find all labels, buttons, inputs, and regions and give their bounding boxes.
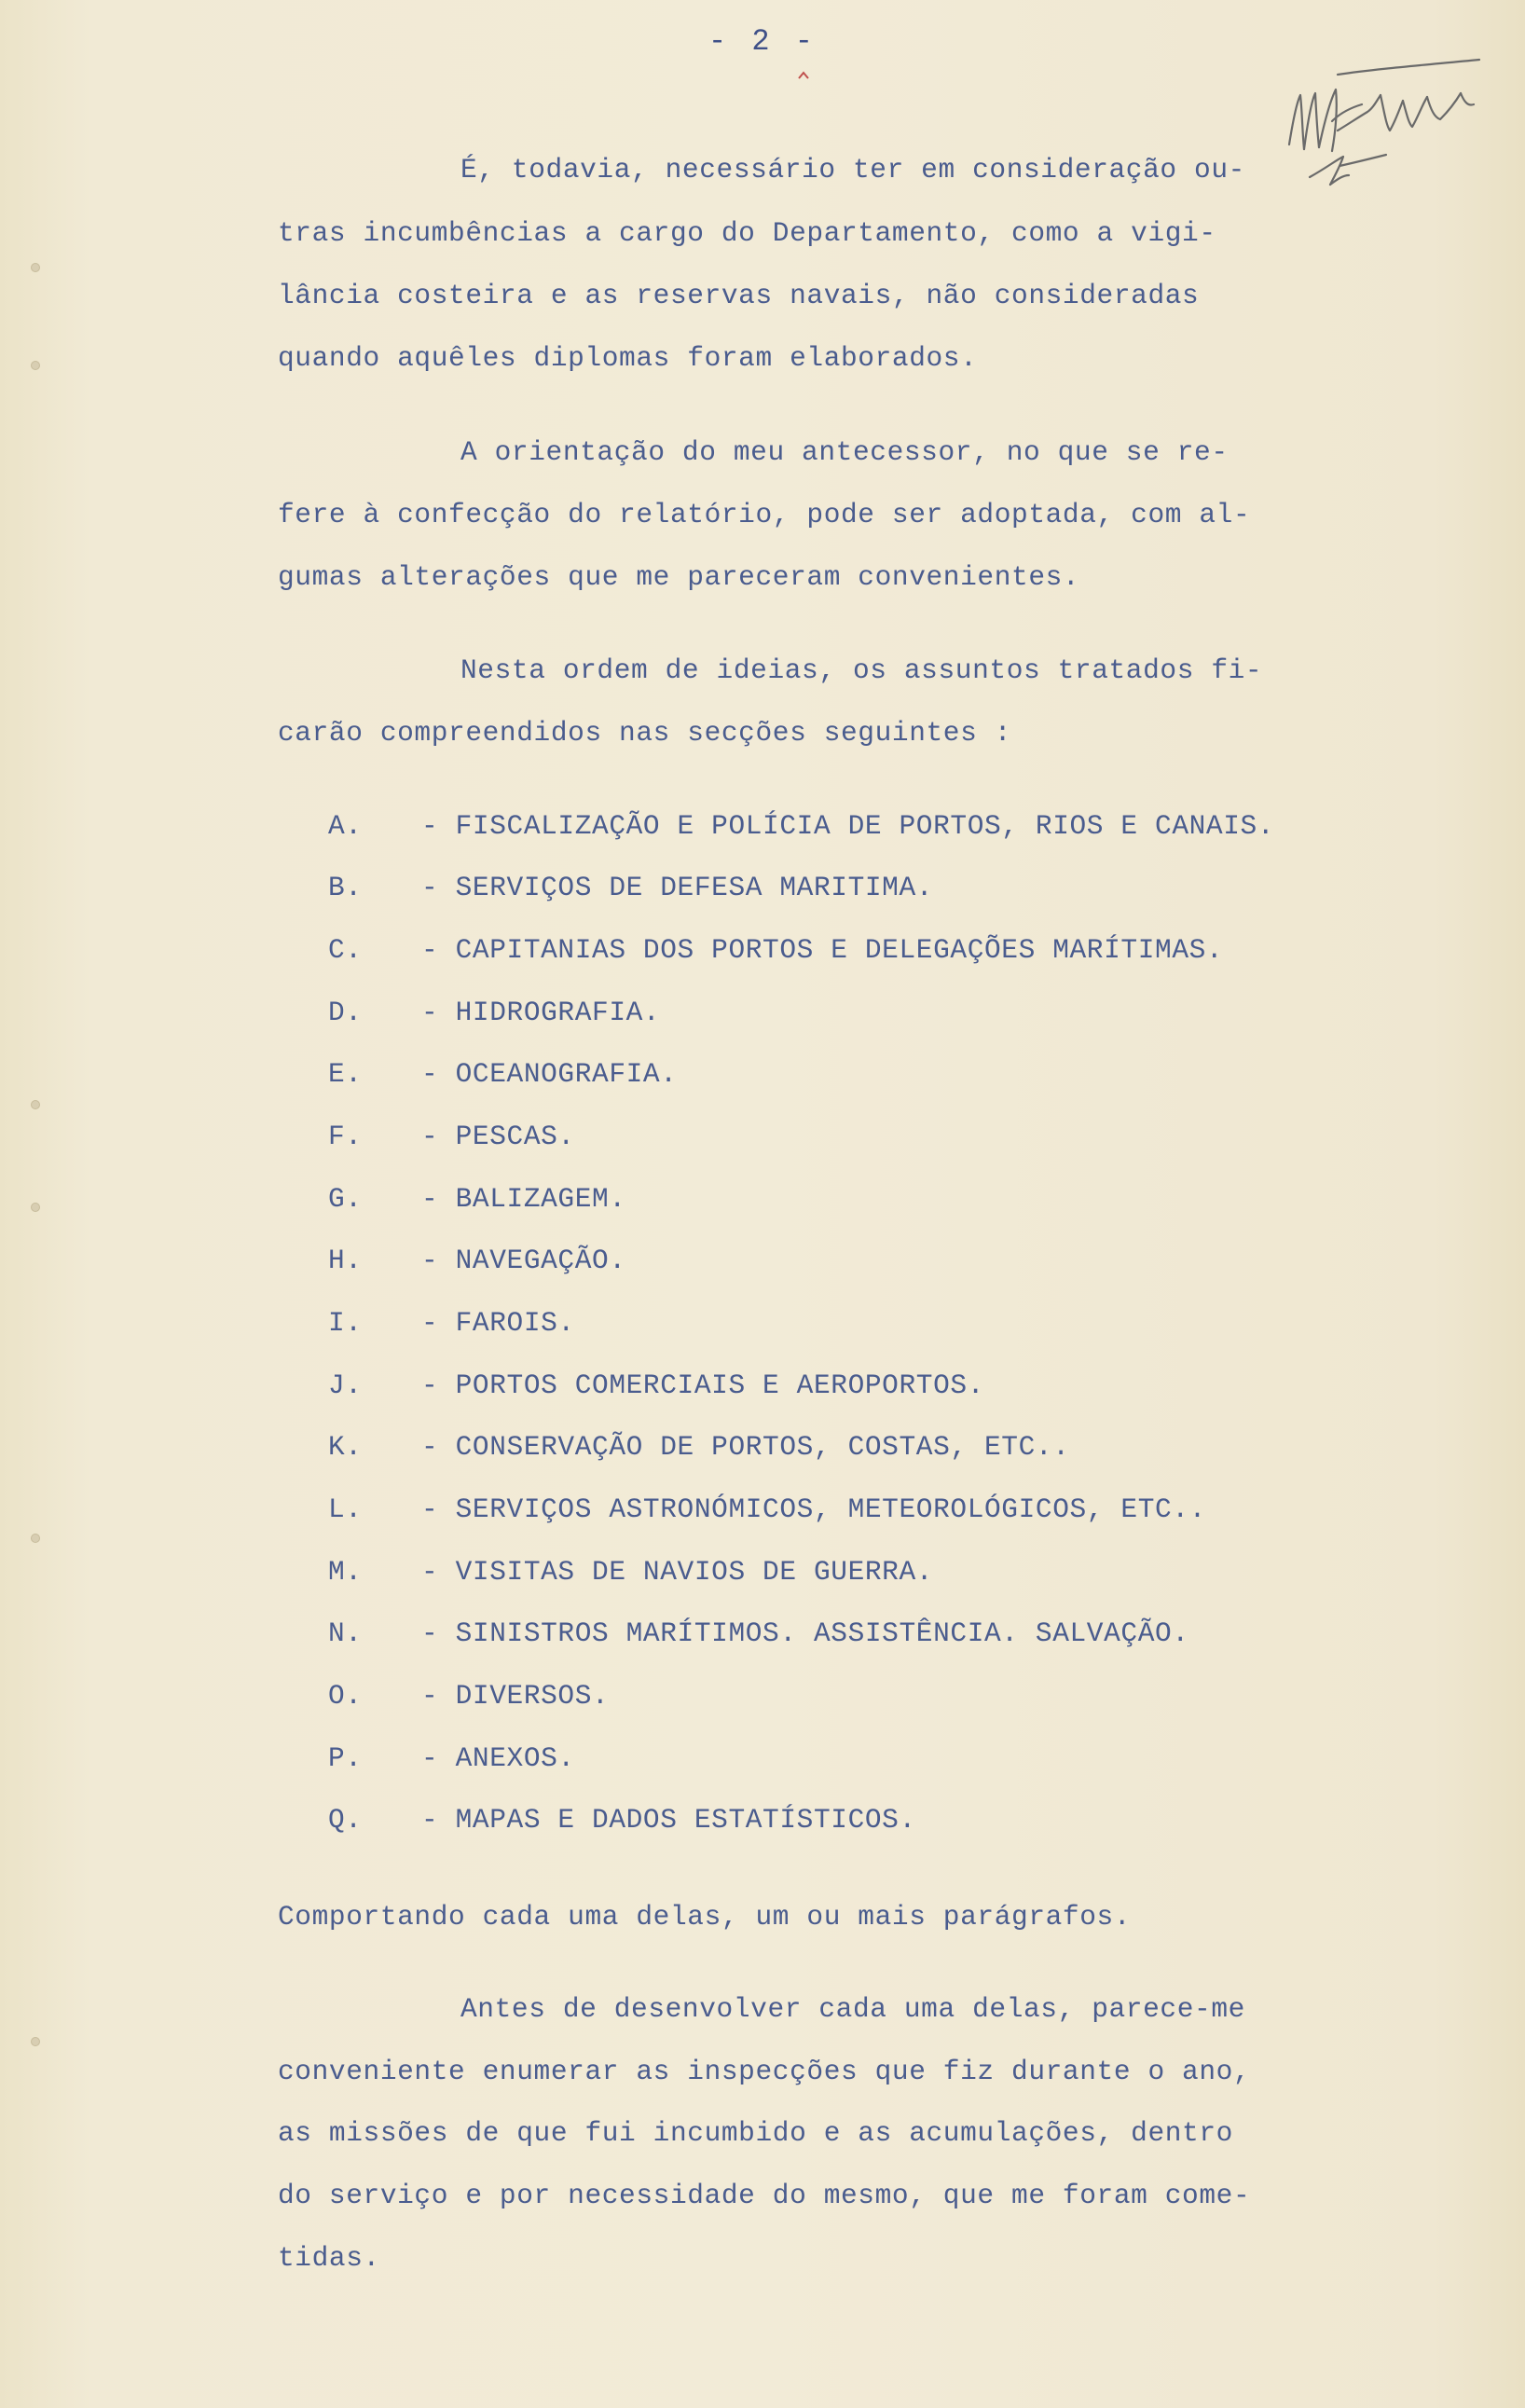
section-title: - PORTOS COMERCIAIS E AEROPORTOS.: [421, 1369, 984, 1401]
final-paragraph-line-2: conveniente enumerar as inspecções que fiz durante o ano,: [278, 2056, 1251, 2087]
section-letter: I.: [328, 1307, 363, 1339]
section-letter: C.: [328, 934, 363, 966]
paragraph-2-line-3: gumas alterações que me pareceram convenientes.: [278, 561, 1080, 593]
section-letter: P.: [328, 1742, 363, 1774]
paragraph-1-line-4: quando aquêles diplomas foram elaborados.: [278, 342, 978, 374]
section-item: [328, 1180, 626, 1218]
section-item: [328, 931, 1223, 969]
section-item: [328, 1055, 678, 1093]
final-paragraph-line-3: as missões de que fui incumbido e as acumulações, dentro: [278, 2117, 1233, 2149]
paragraph-2-line-2: fere à confecção do relatório, pode ser adoptada, com al-: [278, 499, 1251, 530]
section-letter: E.: [328, 1058, 363, 1090]
section-item: [328, 1677, 609, 1714]
section-title: - BALIZAGEM.: [421, 1183, 626, 1215]
punch-hole-mark: [31, 263, 40, 272]
section-letter: O.: [328, 1680, 363, 1712]
section-letter: Q.: [328, 1804, 363, 1836]
section-item: [328, 994, 660, 1031]
section-title: - NAVEGAÇÃO.: [421, 1245, 626, 1276]
section-title: - SINISTROS MARÍTIMOS. ASSISTÊNCIA. SALVAÇÃO.: [421, 1617, 1189, 1649]
punch-hole-mark: [31, 2037, 40, 2046]
section-title: - CAPITANIAS DOS PORTOS E DELEGAÇÕES MARÍTIMAS.: [421, 934, 1224, 966]
final-paragraph-line-4: do serviço e por necessidade do mesmo, que me foram come-: [278, 2180, 1251, 2211]
red-tick-mark: [797, 71, 810, 80]
page-number: - 2 -: [708, 24, 817, 59]
section-item: [328, 869, 933, 906]
section-item: [328, 807, 1274, 845]
section-title: - PESCAS.: [421, 1121, 575, 1152]
section-title: - SERVIÇOS DE DEFESA MARITIMA.: [421, 872, 934, 903]
final-paragraph-line-1: Antes de desenvolver cada uma delas, parece-me: [460, 1993, 1245, 2025]
section-item: [328, 1491, 1206, 1528]
section-item: [328, 1615, 1189, 1652]
paragraph-1-line-1: É, todavia, necessário ter em consideração ou-: [460, 154, 1245, 186]
paragraph-1-line-3: lância costeira e as reservas navais, não consideradas: [278, 280, 1200, 311]
section-letter: G.: [328, 1183, 363, 1215]
punch-hole-mark: [31, 1203, 40, 1212]
paragraph-1-line-2: tras incumbências a cargo do Departamento, como a vigi-: [278, 217, 1216, 249]
punch-hole-mark: [31, 1100, 40, 1109]
section-letter: K.: [328, 1431, 363, 1463]
section-item: [328, 1367, 984, 1404]
section-letter: D.: [328, 997, 363, 1028]
section-item: [328, 1801, 916, 1838]
section-title: - ANEXOS.: [421, 1742, 575, 1774]
section-item: [328, 1553, 933, 1590]
section-letter: B.: [328, 872, 363, 903]
section-title: - CONSERVAÇÃO DE PORTOS, COSTAS, ETC..: [421, 1431, 1070, 1463]
punch-hole-mark: [31, 361, 40, 370]
handwritten-signature: [1282, 56, 1482, 196]
closing-line: Comportando cada uma delas, um ou mais parágrafos.: [278, 1901, 1132, 1933]
punch-hole-mark: [31, 1534, 40, 1543]
section-item: [328, 1740, 575, 1777]
section-letter: A.: [328, 810, 363, 842]
section-title: - MAPAS E DADOS ESTATÍSTICOS.: [421, 1804, 916, 1836]
section-title: - HIDROGRAFIA.: [421, 997, 661, 1028]
section-item: [328, 1304, 575, 1342]
section-letter: J.: [328, 1369, 363, 1401]
section-item: [328, 1118, 575, 1155]
section-letter: M.: [328, 1556, 363, 1588]
paragraph-3-line-2: carão compreendidos nas secções seguintes :: [278, 717, 1012, 749]
section-title: - SERVIÇOS ASTRONÓMICOS, METEOROLÓGICOS, ETC..: [421, 1493, 1206, 1525]
section-title: - FISCALIZAÇÃO E POLÍCIA DE PORTOS, RIOS E CANAIS.: [421, 810, 1275, 842]
final-paragraph-line-5: tidas.: [278, 2242, 380, 2274]
section-title: - OCEANOGRAFIA.: [421, 1058, 678, 1090]
section-item: [328, 1428, 1070, 1465]
section-title: - DIVERSOS.: [421, 1680, 610, 1712]
section-title: - VISITAS DE NAVIOS DE GUERRA.: [421, 1556, 934, 1588]
paragraph-2-line-1: A orientação do meu antecessor, no que se re-: [460, 436, 1229, 468]
section-letter: F.: [328, 1121, 363, 1152]
section-title: - FAROIS.: [421, 1307, 575, 1339]
section-letter: H.: [328, 1245, 363, 1276]
section-item: [328, 1242, 626, 1279]
paragraph-3-line-1: Nesta ordem de ideias, os assuntos tratados fi-: [460, 654, 1263, 686]
section-letter: L.: [328, 1493, 363, 1525]
section-letter: N.: [328, 1617, 363, 1649]
